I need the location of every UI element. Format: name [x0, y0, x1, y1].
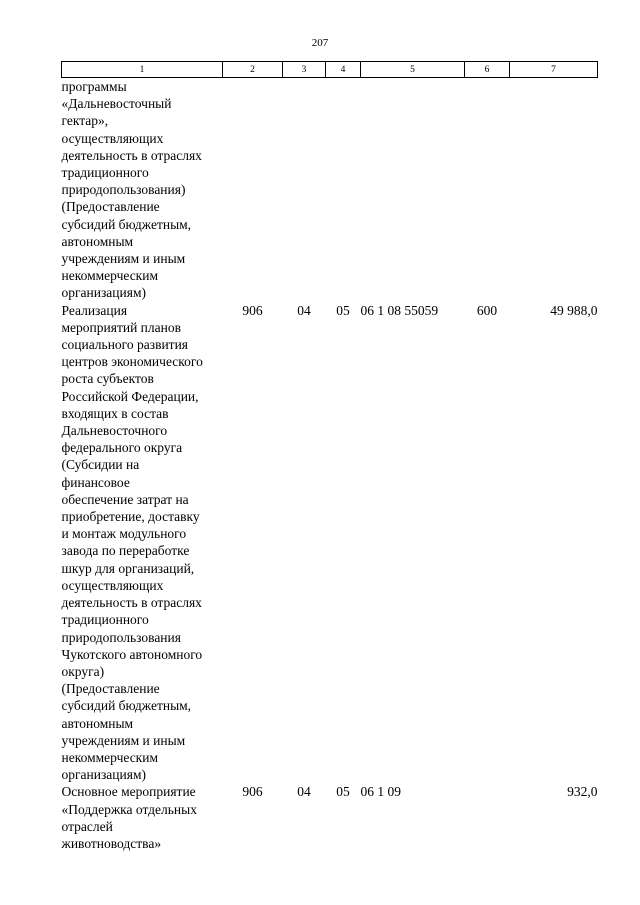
- ministry-code: [223, 78, 283, 302]
- column-header-1: 1: [62, 62, 223, 78]
- expense-type-code: [465, 783, 510, 852]
- target-article-code: 06 1 08 55059: [360, 302, 439, 318]
- page-number: 207: [311, 37, 329, 49]
- ministry-code: 906: [242, 302, 263, 318]
- item-name-text: программы «Дальневосточный гектар», осуществляющих деятельность в отраслях традиционного природопользования) (Предоставление субсидий бюджетным, автономным учреждениям и иным некоммерческим организациям): [61, 79, 202, 301]
- item-name: [62, 783, 223, 852]
- column-header-7: 7: [510, 62, 598, 78]
- column-header-3: 3: [283, 62, 326, 78]
- item-name-text: Реализация мероприятий планов социального развития центров экономического роста субъектов Российской Федерации, входящих в состав Дальневосточного федерального округа (Субсидии на финансовое обеспечение затрат на приобретение, доставку и монтаж модульного завода по переработке шкур для организаций, осуществляющих деятельность в отраслях традиционного природопользования Чукотского автономного округа) (Предоставление субсидий бюджетным, автономным учреждениям и иным некоммерческим организациям): [61, 302, 203, 783]
- section-code: [283, 78, 326, 302]
- table-row: [62, 78, 598, 302]
- item-name-text: Основное мероприятие «Поддержка отдельных отраслей животноводства»: [61, 784, 197, 851]
- column-number-header: [62, 62, 598, 78]
- ministry-code: 906: [242, 784, 263, 800]
- item-name: [62, 302, 223, 784]
- column-header-2: 2: [223, 62, 283, 78]
- amount: 932,0: [567, 784, 598, 800]
- section-code: 04: [297, 784, 311, 800]
- expense-type-code: 600: [476, 302, 498, 318]
- column-header-4: 4: [326, 62, 361, 78]
- item-name: [62, 78, 223, 302]
- amount: [510, 78, 598, 302]
- section-code: 04: [297, 302, 311, 318]
- column-header-6: 6: [465, 62, 510, 78]
- subsection-code: [326, 78, 361, 302]
- expense-type-code: [465, 78, 510, 302]
- target-article-code: [361, 78, 465, 302]
- subsection-code: 05: [336, 302, 350, 318]
- table-row: [62, 302, 598, 784]
- amount: 49 988,0: [550, 302, 598, 318]
- budget-table: [61, 61, 598, 852]
- subsection-code: 05: [336, 784, 350, 800]
- target-article-code: 06 1 09: [360, 784, 401, 800]
- table-row: [62, 783, 598, 852]
- column-header-5: 5: [361, 62, 465, 78]
